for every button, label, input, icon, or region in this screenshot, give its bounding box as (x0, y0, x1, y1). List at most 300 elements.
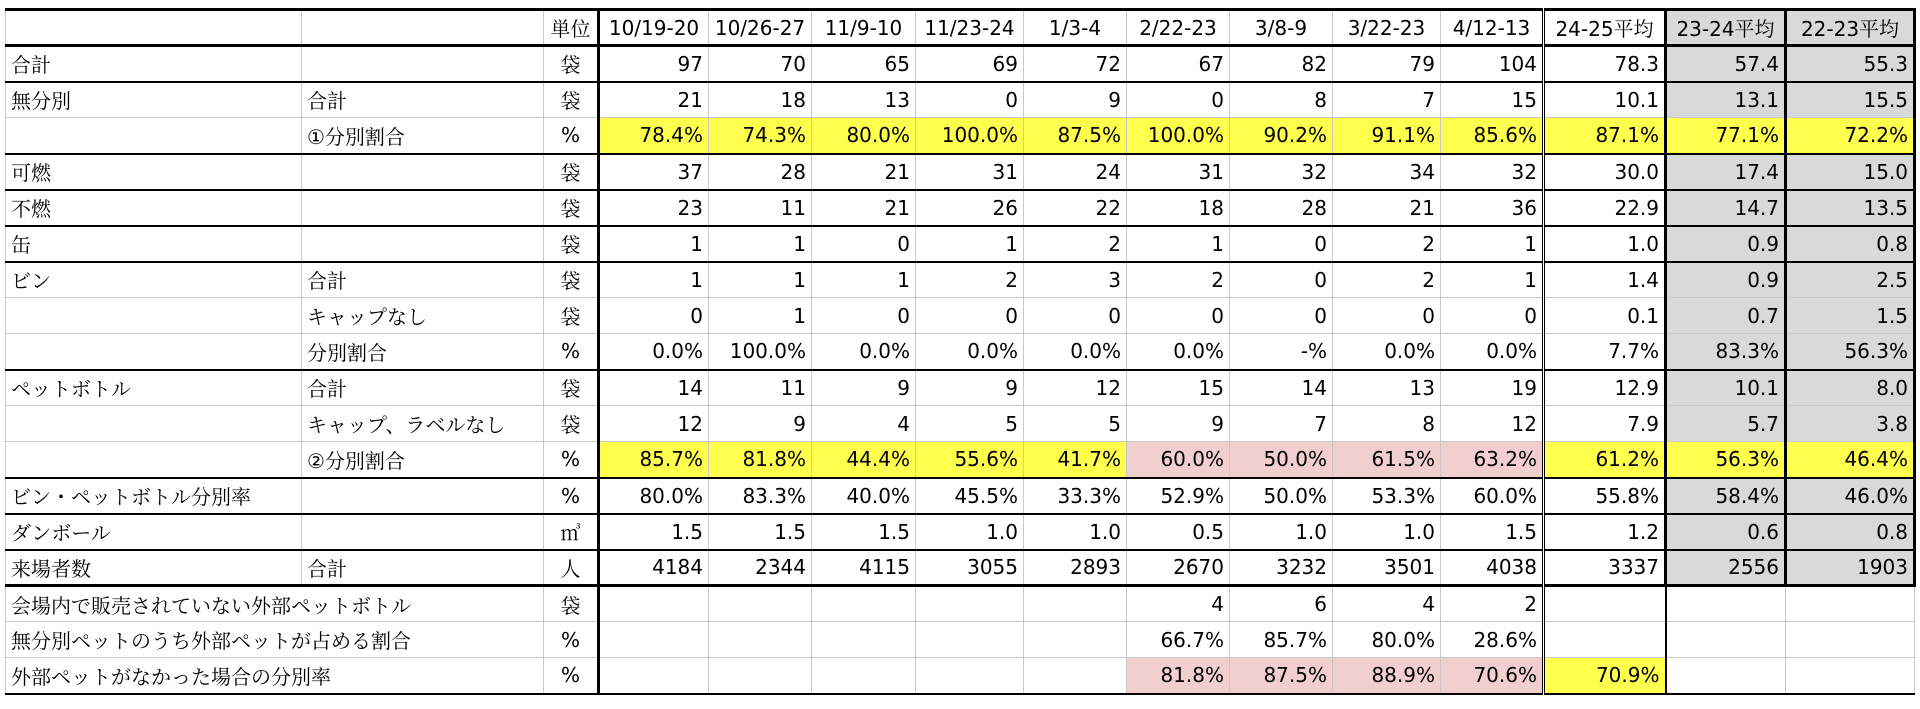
value-cell[interactable]: 40.0% (812, 478, 916, 514)
value-cell[interactable]: 2 (916, 262, 1024, 298)
value-cell[interactable]: 2 (1024, 226, 1127, 262)
value-cell[interactable]: 1.5 (1441, 514, 1544, 550)
value-cell[interactable]: 0 (812, 226, 916, 262)
value-cell[interactable]: 15 (1127, 370, 1230, 406)
value-cell[interactable]: 0.0% (812, 334, 916, 370)
table-row (6, 154, 1915, 190)
average-cell[interactable]: 78.3 (1544, 46, 1666, 82)
value-cell[interactable]: 85.7% (599, 442, 709, 478)
value-cell[interactable]: 100.0% (916, 118, 1024, 154)
summary-table (5, 8, 1916, 695)
average-cell[interactable]: 10.1 (1666, 370, 1786, 406)
header-blank-label[interactable] (6, 10, 302, 46)
value-cell[interactable]: 50.0% (1230, 442, 1333, 478)
value-cell[interactable]: 2893 (1024, 550, 1127, 586)
extra-row (6, 586, 1915, 622)
value-cell[interactable]: 45.5% (916, 478, 1024, 514)
extra-average-cell[interactable] (1544, 622, 1666, 658)
value-cell[interactable]: 0 (916, 298, 1024, 334)
row-label[interactable] (6, 406, 302, 442)
value-cell[interactable]: 63.2% (1441, 442, 1544, 478)
header-average[interactable]: 23-24平均 (1666, 10, 1786, 46)
row-sublabel[interactable] (302, 514, 544, 550)
average-cell[interactable]: 14.7 (1666, 190, 1786, 226)
value-cell[interactable]: 33.3% (1024, 478, 1127, 514)
header-average[interactable]: 22-23平均 (1786, 10, 1915, 46)
extra-label[interactable]: 外部ペットがなかった場合の分別率 (6, 658, 544, 694)
row-label[interactable]: 缶 (6, 226, 302, 262)
extra-value-cell[interactable]: 66.7% (1127, 622, 1230, 658)
value-cell[interactable]: 1.0 (1024, 514, 1127, 550)
average-cell[interactable]: 77.1% (1666, 118, 1786, 154)
average-cell[interactable]: 46.4% (1786, 442, 1915, 478)
row-label[interactable]: ダンボール (6, 514, 302, 550)
value-cell[interactable]: 91.1% (1333, 118, 1441, 154)
extra-unit[interactable]: % (544, 658, 599, 694)
value-cell[interactable]: 3501 (1333, 550, 1441, 586)
value-cell[interactable]: 34 (1333, 154, 1441, 190)
average-cell[interactable]: 0.6 (1666, 514, 1786, 550)
extra-value-cell[interactable] (916, 658, 1024, 694)
extra-value-cell[interactable]: 85.7% (1230, 622, 1333, 658)
value-cell[interactable]: 28 (1230, 190, 1333, 226)
value-cell[interactable]: 8 (1230, 82, 1333, 118)
row-sublabel[interactable]: 合計 (302, 370, 544, 406)
header-date[interactable]: 1/3-4 (1024, 10, 1127, 46)
value-cell[interactable]: 7 (1230, 406, 1333, 442)
value-cell[interactable]: 1.0 (1333, 514, 1441, 550)
value-cell[interactable]: 2344 (709, 550, 812, 586)
average-cell[interactable]: 12.9 (1544, 370, 1666, 406)
value-cell[interactable]: 19 (1441, 370, 1544, 406)
average-cell[interactable]: 56.3% (1666, 442, 1786, 478)
extra-value-cell[interactable]: 4 (1127, 586, 1230, 622)
table-row (6, 262, 1915, 298)
extra-value-cell[interactable]: 4 (1333, 586, 1441, 622)
header-date[interactable]: 10/19-20 (599, 10, 709, 46)
value-cell[interactable]: 9 (812, 370, 916, 406)
average-cell[interactable]: 15.5 (1786, 82, 1915, 118)
extra-average-cell[interactable]: 70.9% (1544, 658, 1666, 694)
extra-value-cell[interactable] (599, 586, 709, 622)
value-cell[interactable]: 26 (916, 190, 1024, 226)
value-cell[interactable]: 0.0% (599, 334, 709, 370)
header-row (6, 10, 1915, 46)
row-sublabel[interactable]: ②分別割合 (302, 442, 544, 478)
row-sublabel[interactable]: キャップ、ラベルなし (302, 406, 544, 442)
value-cell[interactable]: 87.5% (1024, 118, 1127, 154)
average-cell[interactable]: 1.0 (1544, 226, 1666, 262)
value-cell[interactable]: 9 (709, 406, 812, 442)
value-cell[interactable]: 21 (812, 190, 916, 226)
row-unit[interactable]: % (544, 478, 599, 514)
value-cell[interactable]: 70 (709, 46, 812, 82)
value-cell[interactable]: 50.0% (1230, 478, 1333, 514)
average-cell[interactable]: 13.5 (1786, 190, 1915, 226)
value-cell[interactable]: 1 (599, 262, 709, 298)
value-cell[interactable]: 79 (1333, 46, 1441, 82)
extra-value-cell[interactable]: 80.0% (1333, 622, 1441, 658)
value-cell[interactable]: 21 (599, 82, 709, 118)
value-cell[interactable]: 1 (1441, 262, 1544, 298)
value-cell[interactable]: 12 (1024, 370, 1127, 406)
average-cell[interactable]: 61.2% (1544, 442, 1666, 478)
row-label[interactable] (6, 298, 302, 334)
value-cell[interactable]: 82 (1230, 46, 1333, 82)
value-cell[interactable]: 67 (1127, 46, 1230, 82)
average-cell[interactable]: 30.0 (1544, 154, 1666, 190)
row-label[interactable] (6, 118, 302, 154)
row-label[interactable]: 不燃 (6, 190, 302, 226)
average-cell[interactable]: 13.1 (1666, 82, 1786, 118)
value-cell[interactable]: 53.3% (1333, 478, 1441, 514)
row-unit[interactable]: 袋 (544, 154, 599, 190)
extra-value-cell[interactable] (599, 622, 709, 658)
extra-empty-cell[interactable] (1786, 658, 1915, 694)
table-row (6, 298, 1915, 334)
average-cell[interactable]: 0.1 (1544, 298, 1666, 334)
average-cell[interactable]: 0.8 (1786, 226, 1915, 262)
row-sublabel[interactable] (302, 226, 544, 262)
value-cell[interactable]: 22 (1024, 190, 1127, 226)
value-cell[interactable]: 3055 (916, 550, 1024, 586)
extra-unit[interactable]: 袋 (544, 586, 599, 622)
row-sublabel[interactable]: 合計 (302, 262, 544, 298)
row-sublabel[interactable]: 合計 (302, 550, 544, 586)
value-cell[interactable]: 52.9% (1127, 478, 1230, 514)
value-cell[interactable]: 0.5 (1127, 514, 1230, 550)
average-cell[interactable]: 17.4 (1666, 154, 1786, 190)
value-cell[interactable]: 104 (1441, 46, 1544, 82)
value-cell[interactable]: 2 (1127, 262, 1230, 298)
average-cell[interactable]: 10.1 (1544, 82, 1666, 118)
value-cell[interactable]: 97 (599, 46, 709, 82)
average-cell[interactable]: 8.0 (1786, 370, 1915, 406)
value-cell[interactable]: 0 (1230, 298, 1333, 334)
header-date[interactable]: 4/12-13 (1441, 10, 1544, 46)
value-cell[interactable]: 0 (812, 298, 916, 334)
average-cell[interactable]: 5.7 (1666, 406, 1786, 442)
table-row (6, 82, 1915, 118)
average-cell[interactable]: 0.9 (1666, 226, 1786, 262)
value-cell[interactable]: 1 (916, 226, 1024, 262)
average-cell[interactable]: 87.1% (1544, 118, 1666, 154)
row-label[interactable]: ペットボトル (6, 370, 302, 406)
header-date[interactable]: 2/22-23 (1127, 10, 1230, 46)
average-cell[interactable]: 1.2 (1544, 514, 1666, 550)
extra-value-cell[interactable] (916, 622, 1024, 658)
row-label[interactable]: 無分別 (6, 82, 302, 118)
extra-empty-cell[interactable] (1666, 622, 1786, 658)
value-cell[interactable]: 3232 (1230, 550, 1333, 586)
value-cell[interactable]: 81.8% (709, 442, 812, 478)
value-cell[interactable]: 0 (1127, 82, 1230, 118)
value-cell[interactable]: 14 (599, 370, 709, 406)
value-cell[interactable]: 90.2% (1230, 118, 1333, 154)
extra-average-cell[interactable] (1544, 586, 1666, 622)
row-unit[interactable]: 袋 (544, 82, 599, 118)
value-cell[interactable]: 1.0 (1230, 514, 1333, 550)
value-cell[interactable]: 8 (1333, 406, 1441, 442)
value-cell[interactable]: 100.0% (709, 334, 812, 370)
row-unit[interactable]: % (544, 118, 599, 154)
extra-value-cell[interactable]: 81.8% (1127, 658, 1230, 694)
value-cell[interactable]: -% (1230, 334, 1333, 370)
extra-value-cell[interactable] (916, 586, 1024, 622)
value-cell[interactable]: 65 (812, 46, 916, 82)
extra-value-cell[interactable] (812, 622, 916, 658)
value-cell[interactable]: 2 (1333, 262, 1441, 298)
table-row (6, 226, 1915, 262)
table-row (6, 46, 1915, 82)
value-cell[interactable]: 61.5% (1333, 442, 1441, 478)
value-cell[interactable]: 2 (1333, 226, 1441, 262)
row-unit[interactable]: 袋 (544, 406, 599, 442)
value-cell[interactable]: 100.0% (1127, 118, 1230, 154)
average-cell[interactable]: 55.3 (1786, 46, 1915, 82)
row-unit[interactable]: 袋 (544, 226, 599, 262)
value-cell[interactable]: 21 (812, 154, 916, 190)
average-cell[interactable]: 72.2% (1786, 118, 1915, 154)
value-cell[interactable]: 1 (1127, 226, 1230, 262)
value-cell[interactable]: 60.0% (1441, 478, 1544, 514)
extra-value-cell[interactable] (709, 658, 812, 694)
row-unit[interactable]: 人 (544, 550, 599, 586)
extra-label[interactable]: 無分別ペットのうち外部ペットが占める割合 (6, 622, 544, 658)
value-cell[interactable]: 4184 (599, 550, 709, 586)
header-date[interactable]: 10/26-27 (709, 10, 812, 46)
row-label[interactable] (6, 334, 302, 370)
value-cell[interactable]: 31 (916, 154, 1024, 190)
extra-value-cell[interactable]: 2 (1441, 586, 1544, 622)
extra-value-cell[interactable]: 70.6% (1441, 658, 1544, 694)
value-cell[interactable]: 0 (1230, 262, 1333, 298)
value-cell[interactable]: 0 (1441, 298, 1544, 334)
value-cell[interactable]: 0.0% (916, 334, 1024, 370)
average-cell[interactable]: 3.8 (1786, 406, 1915, 442)
header-date[interactable]: 11/23-24 (916, 10, 1024, 46)
value-cell[interactable]: 55.6% (916, 442, 1024, 478)
value-cell[interactable]: 28 (709, 154, 812, 190)
value-cell[interactable]: 83.3% (709, 478, 812, 514)
value-cell[interactable]: 9 (1024, 82, 1127, 118)
row-unit[interactable]: % (544, 442, 599, 478)
table-row (6, 514, 1915, 550)
value-cell[interactable]: 1 (709, 226, 812, 262)
average-cell[interactable]: 1903 (1786, 550, 1915, 586)
row-label[interactable]: ビン (6, 262, 302, 298)
row-sublabel[interactable] (302, 46, 544, 82)
average-cell[interactable]: 22.9 (1544, 190, 1666, 226)
table-row (6, 550, 1915, 586)
average-cell[interactable]: 58.4% (1666, 478, 1786, 514)
value-cell[interactable]: 60.0% (1127, 442, 1230, 478)
value-cell[interactable]: 21 (1333, 190, 1441, 226)
value-cell[interactable]: 11 (709, 190, 812, 226)
average-cell[interactable]: 46.0% (1786, 478, 1915, 514)
average-cell[interactable]: 7.7% (1544, 334, 1666, 370)
value-cell[interactable]: 13 (1333, 370, 1441, 406)
value-cell[interactable]: 41.7% (1024, 442, 1127, 478)
value-cell[interactable]: 0 (916, 82, 1024, 118)
row-sublabel[interactable] (302, 478, 544, 514)
value-cell[interactable]: 31 (1127, 154, 1230, 190)
row-unit[interactable]: 袋 (544, 370, 599, 406)
value-cell[interactable]: 1.5 (599, 514, 709, 550)
row-sublabel[interactable]: 合計 (302, 82, 544, 118)
table-row (6, 190, 1915, 226)
row-sublabel[interactable] (302, 190, 544, 226)
average-cell[interactable]: 83.3% (1666, 334, 1786, 370)
average-cell[interactable]: 1.4 (1544, 262, 1666, 298)
row-unit[interactable]: ㎥ (544, 514, 599, 550)
row-label[interactable]: 合計 (6, 46, 302, 82)
value-cell[interactable]: 37 (599, 154, 709, 190)
average-cell[interactable]: 2556 (1666, 550, 1786, 586)
extra-empty-cell[interactable] (1666, 658, 1786, 694)
value-cell[interactable]: 1 (1441, 226, 1544, 262)
extra-empty-cell[interactable] (1786, 622, 1915, 658)
value-cell[interactable]: 15 (1441, 82, 1544, 118)
extra-empty-cell[interactable] (1786, 586, 1915, 622)
average-cell[interactable]: 56.3% (1786, 334, 1915, 370)
row-sublabel[interactable]: キャップなし (302, 298, 544, 334)
average-cell[interactable]: 1.5 (1786, 298, 1915, 334)
value-cell[interactable]: 44.4% (812, 442, 916, 478)
row-sublabel[interactable]: 分別割合 (302, 334, 544, 370)
value-cell[interactable]: 80.0% (812, 118, 916, 154)
average-cell[interactable]: 3337 (1544, 550, 1666, 586)
extra-value-cell[interactable]: 88.9% (1333, 658, 1441, 694)
average-cell[interactable]: 0.8 (1786, 514, 1915, 550)
extra-value-cell[interactable] (709, 622, 812, 658)
value-cell[interactable]: 14 (1230, 370, 1333, 406)
value-cell[interactable]: 0.0% (1441, 334, 1544, 370)
value-cell[interactable]: 0.0% (1024, 334, 1127, 370)
value-cell[interactable]: 9 (1127, 406, 1230, 442)
header-blank-sub[interactable] (302, 10, 544, 46)
table-row (6, 406, 1915, 442)
header-unit[interactable]: 単位 (544, 10, 599, 46)
table-row (6, 478, 1915, 514)
average-cell[interactable]: 15.0 (1786, 154, 1915, 190)
value-cell[interactable]: 0.0% (1333, 334, 1441, 370)
value-cell[interactable]: 85.6% (1441, 118, 1544, 154)
row-label[interactable]: 可燃 (6, 154, 302, 190)
value-cell[interactable]: 69 (916, 46, 1024, 82)
value-cell[interactable]: 7 (1333, 82, 1441, 118)
extra-value-cell[interactable] (1024, 622, 1127, 658)
value-cell[interactable]: 24 (1024, 154, 1127, 190)
header-average[interactable]: 24-25平均 (1544, 10, 1666, 46)
extra-value-cell[interactable] (709, 586, 812, 622)
row-unit[interactable]: 袋 (544, 298, 599, 334)
row-label[interactable] (6, 442, 302, 478)
value-cell[interactable]: 80.0% (599, 478, 709, 514)
value-cell[interactable]: 32 (1230, 154, 1333, 190)
value-cell[interactable]: 9 (916, 370, 1024, 406)
value-cell[interactable]: 5 (916, 406, 1024, 442)
value-cell[interactable]: 4038 (1441, 550, 1544, 586)
value-cell[interactable]: 0 (1333, 298, 1441, 334)
value-cell[interactable]: 11 (709, 370, 812, 406)
value-cell[interactable]: 13 (812, 82, 916, 118)
value-cell[interactable]: 1 (599, 226, 709, 262)
table-row (6, 118, 1915, 154)
value-cell[interactable]: 18 (1127, 190, 1230, 226)
value-cell[interactable]: 1 (709, 262, 812, 298)
row-sublabel[interactable]: ①分別割合 (302, 118, 544, 154)
row-unit[interactable]: % (544, 334, 599, 370)
extra-value-cell[interactable]: 87.5% (1230, 658, 1333, 694)
average-cell[interactable]: 7.9 (1544, 406, 1666, 442)
average-cell[interactable]: 0.7 (1666, 298, 1786, 334)
value-cell[interactable]: 4115 (812, 550, 916, 586)
value-cell[interactable]: 0.0% (1127, 334, 1230, 370)
value-cell[interactable]: 74.3% (709, 118, 812, 154)
extra-value-cell[interactable] (599, 658, 709, 694)
value-cell[interactable]: 1 (812, 262, 916, 298)
value-cell[interactable]: 32 (1441, 154, 1544, 190)
value-cell[interactable]: 1 (709, 298, 812, 334)
value-cell[interactable]: 1.5 (812, 514, 916, 550)
average-cell[interactable]: 55.8% (1544, 478, 1666, 514)
value-cell[interactable]: 78.4% (599, 118, 709, 154)
value-cell[interactable]: 3 (1024, 262, 1127, 298)
header-date[interactable]: 3/22-23 (1333, 10, 1441, 46)
header-date[interactable]: 11/9-10 (812, 10, 916, 46)
extra-value-cell[interactable]: 28.6% (1441, 622, 1544, 658)
extra-unit[interactable]: % (544, 622, 599, 658)
average-cell[interactable]: 0.9 (1666, 262, 1786, 298)
row-unit[interactable]: 袋 (544, 190, 599, 226)
average-cell[interactable]: 2.5 (1786, 262, 1915, 298)
value-cell[interactable]: 18 (709, 82, 812, 118)
value-cell[interactable]: 1.5 (709, 514, 812, 550)
value-cell[interactable]: 0 (1024, 298, 1127, 334)
extra-row (6, 622, 1915, 658)
value-cell[interactable]: 12 (599, 406, 709, 442)
row-sublabel[interactable] (302, 154, 544, 190)
extra-value-cell[interactable] (812, 586, 916, 622)
value-cell[interactable]: 1.0 (916, 514, 1024, 550)
value-cell[interactable]: 72 (1024, 46, 1127, 82)
average-cell[interactable]: 57.4 (1666, 46, 1786, 82)
value-cell[interactable]: 0 (1127, 298, 1230, 334)
table-row (6, 334, 1915, 370)
extra-label[interactable]: 会場内で販売されていない外部ペットボトル (6, 586, 544, 622)
row-label[interactable]: ビン・ペットボトル分別率 (6, 478, 302, 514)
value-cell[interactable]: 36 (1441, 190, 1544, 226)
table-row (6, 370, 1915, 406)
extra-empty-cell[interactable] (1666, 586, 1786, 622)
value-cell[interactable]: 0 (1230, 226, 1333, 262)
extra-value-cell[interactable] (1024, 658, 1127, 694)
value-cell[interactable]: 0 (599, 298, 709, 334)
value-cell[interactable]: 12 (1441, 406, 1544, 442)
value-cell[interactable]: 5 (1024, 406, 1127, 442)
row-unit[interactable]: 袋 (544, 262, 599, 298)
row-unit[interactable]: 袋 (544, 46, 599, 82)
row-label[interactable]: 来場者数 (6, 550, 302, 586)
extra-value-cell[interactable] (812, 658, 916, 694)
value-cell[interactable]: 4 (812, 406, 916, 442)
header-date[interactable]: 3/8-9 (1230, 10, 1333, 46)
value-cell[interactable]: 2670 (1127, 550, 1230, 586)
extra-value-cell[interactable]: 6 (1230, 586, 1333, 622)
extra-value-cell[interactable] (1024, 586, 1127, 622)
value-cell[interactable]: 23 (599, 190, 709, 226)
